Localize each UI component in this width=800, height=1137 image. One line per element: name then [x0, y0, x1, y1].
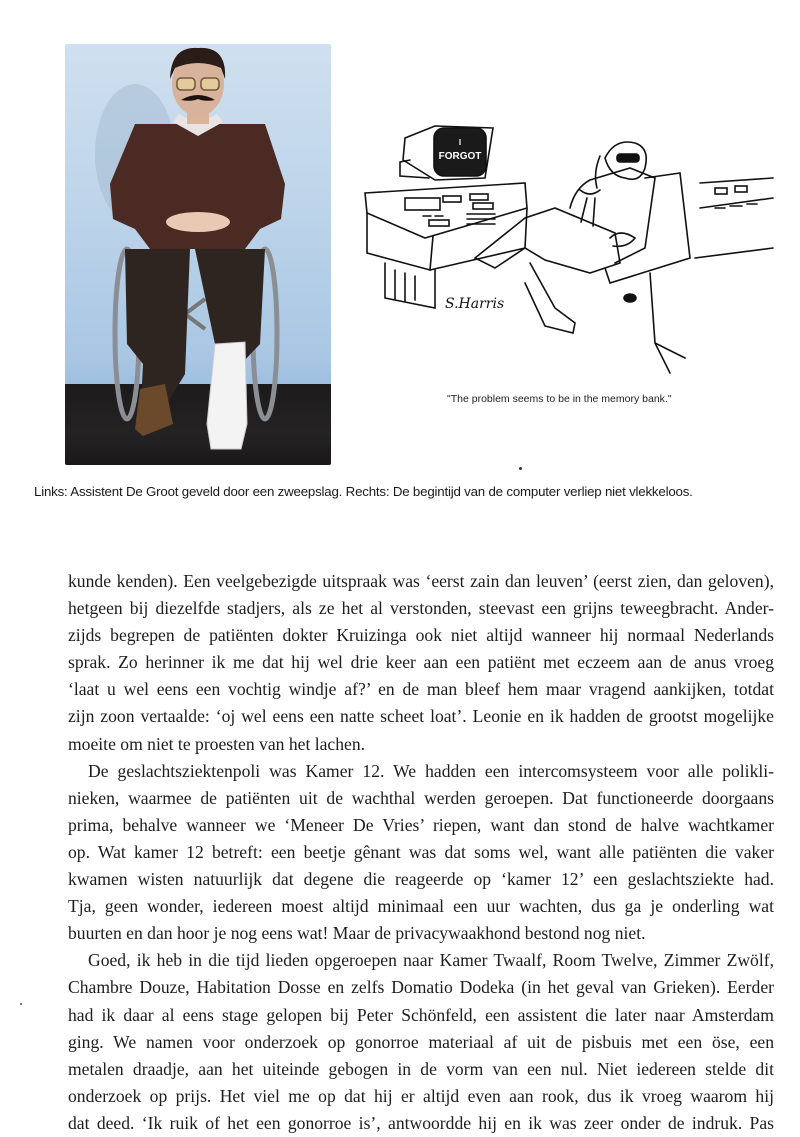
- text-line: De geslachtsziektenpoli was Kamer 12. We hadden een intercomsysteem voor alle polikli-: [88, 760, 774, 781]
- text-line: metalen draadje, aan het uiteinde gebogen in de vorm van een nul. Niet iedereen stelde dit: [68, 1058, 774, 1079]
- text-line: kwamen wisten natuurlijk dat degene die reageerde op ‘kamer 12’ een geslachtsziekte had.: [68, 869, 774, 890]
- svg-text:FORGOT: FORGOT: [438, 151, 482, 162]
- paragraph-2: [68, 758, 774, 948]
- text-line: dat deed. ‘Ik ruik of het een gonorroe is’, antwoordde hij en ik was zeer onder de indruk. Pas: [68, 1112, 774, 1133]
- svg-text:I: I: [458, 138, 462, 147]
- wheelchair-photo: [65, 44, 331, 465]
- text-line: onderzoek op prijs. Het viel me op dat hij er altijd even aan rook, dus ik vroeg waarom hij: [68, 1085, 774, 1106]
- cartoon-drawing: [355, 98, 775, 383]
- text-line: sprak. Zo herinner ik me dat hij wel drie keer aan een patiënt met eczeem aan de anus vroeg: [68, 652, 774, 673]
- text-line: had ik daar al eens stage gelopen bij Peter Schönfeld, een assistent die later naar Amsterdam: [68, 1004, 774, 1025]
- cartoon-caption: "The problem seems to be in the memory bank.": [447, 393, 672, 405]
- text-line: Chambre Douze, Habitation Dosse en zelfs Domatio Dodeka (in het geval van Grieken). Eerder: [68, 977, 774, 998]
- text-line: op. Wat kamer 12 betreft: een beetje gênant was dat soms wel, want alle patiënten die vaker: [68, 841, 774, 862]
- body-text: [68, 568, 774, 1137]
- paragraph-3: [68, 947, 774, 1137]
- margin-mark: [20, 1003, 22, 1005]
- text-line: zijn zoon vertaalde: ‘oj wel eens een natte scheet loat’. Leonie en ik hadden de grootst mogelijke: [68, 706, 774, 727]
- text-line: kunde kenden). Een veelgebezigde uitspraak was ‘eerst zain dan leuven’ (eerst zien, dan geloven),: [68, 571, 774, 591]
- text-line: nieken, waarmee de patiënten uit de wachthal werden geroepen. Dat functioneerde doorgaans: [68, 787, 774, 808]
- svg-text:S.Harris: S.Harris: [445, 296, 505, 312]
- text-line: Tja, geen wonder, iedereen moest altijd minimaal een uur wachten, dus ga je onderling wat: [68, 896, 774, 917]
- scan-speck: [519, 467, 522, 470]
- text-line: buurten en dan hoor je nog eens wat! Maar de privacywaakhond bestond nog niet.: [68, 923, 646, 944]
- seated-man-illustration: [65, 44, 331, 465]
- text-line: zijds begrepen de patiënten dokter Kruizinga ook niet altijd wanneer hij normaal Nederlands: [68, 625, 774, 646]
- computer-cartoon: [355, 98, 775, 383]
- text-line: moeite om niet te proesten van het lachen.: [68, 733, 366, 754]
- text-line: ging. We namen voor onderzoek op gonorroe materiaal af uit de pisbuis met een öse, een: [68, 1031, 774, 1052]
- text-line: hetgeen bij diezelfde stadjers, als ze het al verstonden, steevast een grijns teweegbracht. Ander-: [68, 598, 774, 619]
- text-line: Goed, ik heb in die tijd lieden opgeroepen naar Kamer Twaalf, Room Twelve, Zimmer Zwölf,: [88, 950, 774, 971]
- text-line: ‘laat u wel eens een vochtig windje af?’ en de man bleef hem maar vragend aankijken, totdat: [68, 679, 774, 700]
- text-line: prima, behalve wanneer we ‘Meneer De Vries’ riepen, want dan stond de halve wachtkamer: [68, 814, 774, 835]
- figure-caption: Links: Assistent De Groot geveld door een zweepslag. Rechts: De begintijd van de computer verliep niet vlekkeloos.: [34, 484, 693, 499]
- paragraph-1: [68, 568, 774, 758]
